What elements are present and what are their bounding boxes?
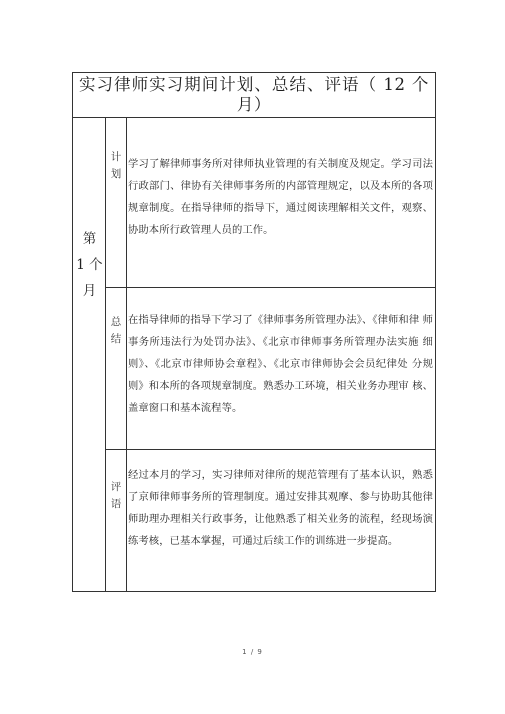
month-label-line: 1 个 — [76, 257, 103, 273]
section-label-column — [106, 118, 127, 591]
section-label-char: 计 — [110, 151, 122, 163]
section-label-char: 结 — [110, 333, 122, 345]
section-label-char: 划 — [110, 168, 122, 180]
internship-table — [72, 72, 436, 592]
evaluation-text: 经过本月的学习，实习律师对律所的规范管理有了基本认识，熟悉 了京师律师事务所的管理制度。通过安排其观摩、参与协助其他律 师助理办理相关行政事务，让他熟悉了相关业务的流程，经现场演 练考核，已基本掌握，可通过后续工作的训练进一步提高。 — [128, 469, 433, 547]
section-label-char: 总 — [110, 316, 122, 328]
section-label-summary — [106, 314, 126, 348]
section-label-char: 评 — [110, 481, 122, 493]
page-number: 1 / 9 — [242, 648, 263, 656]
section-label-plan — [106, 149, 126, 183]
summary-text: 在指导律师的指导下学习了《律师事务所管理办法》、《律师和律 师事务所违法行为处罚办法》、《北京市律师事务所管理办法实施 细则》、《北京市律师协会章程》、《北京市律师协会会员纪律处 分规则》和本所的各项规章制度。熟悉办工环境，相关业务办理审 核、盖章窗口和基本流程等。 — [128, 314, 433, 414]
month-label-line: 月 — [82, 283, 97, 299]
month-label-line: 第 — [82, 231, 97, 247]
row-divider — [106, 449, 435, 450]
section-label-char: 语 — [110, 498, 122, 510]
row-divider — [106, 287, 435, 288]
document-title: 实习律师实习期间计划、总结、评语（ 12 个月） — [79, 75, 429, 114]
plan-text: 学习了解律师事务所对律师执业管理的有关制度及规定。学习司法 行政部门、律协有关律师事务所的内部管理规定，以及本所的各项 规章制度。在指导律师的指导下，通过阅读理解相关文件，观察、 协助本所行政管理人员的工作。 — [128, 158, 433, 236]
month-label — [73, 226, 106, 304]
month-column — [73, 118, 106, 591]
table-title-row — [73, 73, 435, 118]
section-label-evaluation — [106, 479, 126, 513]
